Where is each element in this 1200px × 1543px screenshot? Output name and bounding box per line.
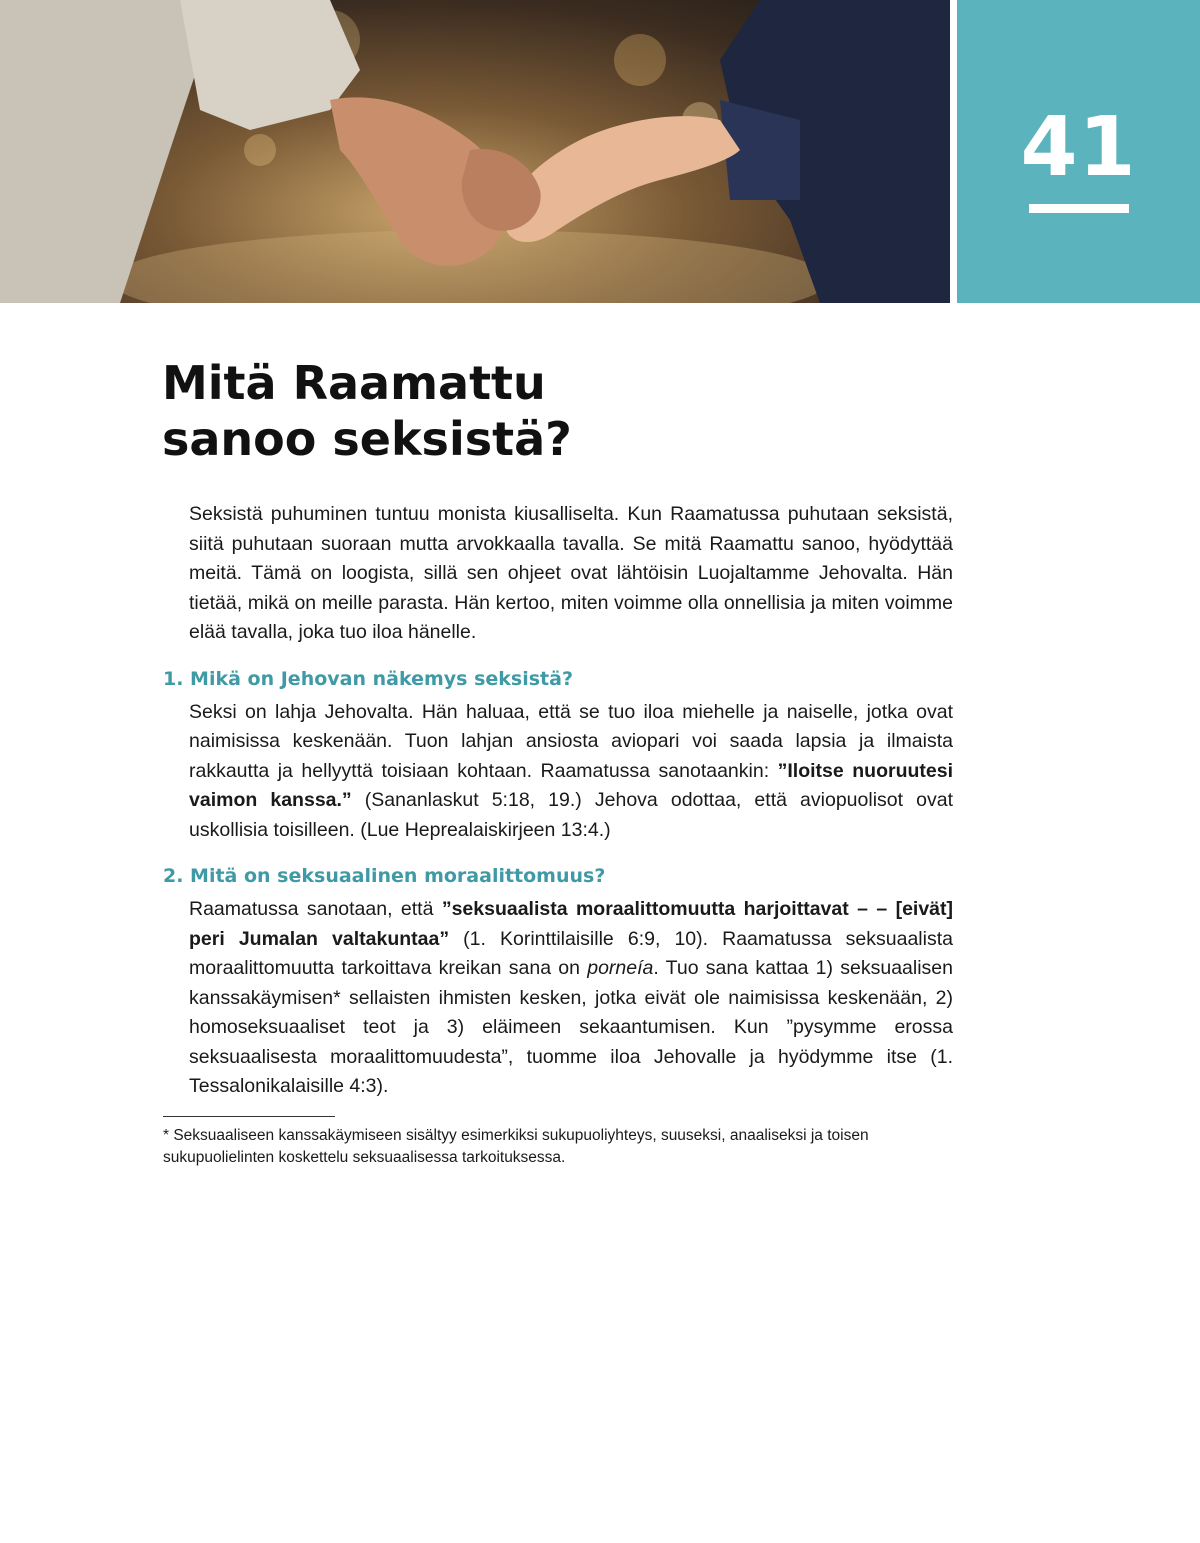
answer-paragraph-2 xyxy=(189,895,953,1102)
answer-paragraph-1 xyxy=(189,698,953,846)
question-heading-1: 1. Mikä on Jehovan näkemys seksistä? xyxy=(163,667,573,690)
title-line-2: sanoo seksistä? xyxy=(162,412,572,466)
answer-1-quote: ”Iloitse nuoruutesi vaimon kanssa.” xyxy=(189,759,954,811)
footnote-divider xyxy=(163,1116,335,1117)
answer-2-text-b: (1. Korinttilaisille 6:9, 10). Raamatussa seksuaalista moraalittomuutta tarkoittava kreikan sana on xyxy=(189,927,953,979)
chapter-number-underline xyxy=(1029,204,1129,213)
article-body xyxy=(163,500,953,1169)
chapter-number-box xyxy=(957,0,1200,303)
chapter-number: 41 xyxy=(1020,100,1137,195)
answer-1-text-a: Seksi on lahja Jehovalta. Hän haluaa, että se tuo iloa miehelle ja naiselle, jotka ovat naimisissa keskenään. Tuon lahjan ansiosta aviopari voi saada lapsia ja ilmaista rakkautta ja hellyyttä toisiaan kohtaan. Raamatussa sanotaankin: xyxy=(189,700,953,782)
page-title xyxy=(162,355,862,467)
footnote: * Seksuaaliseen kanssakäymiseen sisältyy esimerkiksi sukupuoliyhteys, suuseksi, anaaliseksi ja toisen sukupuolielinten koskettelu seksuaalisessa tarkoituksessa. xyxy=(163,1126,869,1166)
answer-2-greek-term: porneía xyxy=(587,957,654,979)
answer-2-text-c: . Tuo sana kattaa 1) seksuaalisen kanssakäymisen* sellaisten ihmisten kesken, jotka eivät ole naimisissa keskenään, 2) homoseksuaaliset teot ja 3) eläimeen sekaantumisen. Kun ”pysymme erossa seksuaalisesta moraalittomuudesta”, tuomme iloa Jehovalle ja hyödymme itse (1. Tessalonikalaisille 4:3). xyxy=(189,957,953,1097)
answer-2-text-a: Raamatussa sanotaan, että xyxy=(189,898,442,920)
question-heading-2: 2. Mitä on seksuaalinen moraalittomuus? xyxy=(163,865,606,887)
title-line-1: Mitä Raamattu xyxy=(162,356,546,410)
intro-paragraph: Seksistä puhuminen tuntuu monista kiusalliselta. Kun Raamatussa puhutaan seksistä, siitä puhutaan suoraan mutta arvokkaalla tavalla. Se mitä Raamattu sanoo, hyödyttää meitä. Tämä on loogista, sillä sen ohjeet ovat lähtöisin Luojaltamme Jehovalta. Hän tietää, mikä on meille parasta. Hän kertoo, miten voimme olla onnellisia ja miten voimme elää tavalla, joka tuo iloa hänelle. xyxy=(189,503,953,643)
answer-1-text-b: (Sananlaskut 5:18, 19.) Jehova odottaa, että aviopuolisot ovat uskollisia toisilleen. (Lue Heprealaiskirjeen 13:4.) xyxy=(189,789,954,841)
hero-illustration xyxy=(0,0,950,303)
hero-photo-holding-hands xyxy=(0,0,950,303)
answer-2-quote: ”seksuaalista moraalittomuutta harjoittavat – – [eivät] peri Jumalan valtakuntaa” xyxy=(189,898,954,950)
